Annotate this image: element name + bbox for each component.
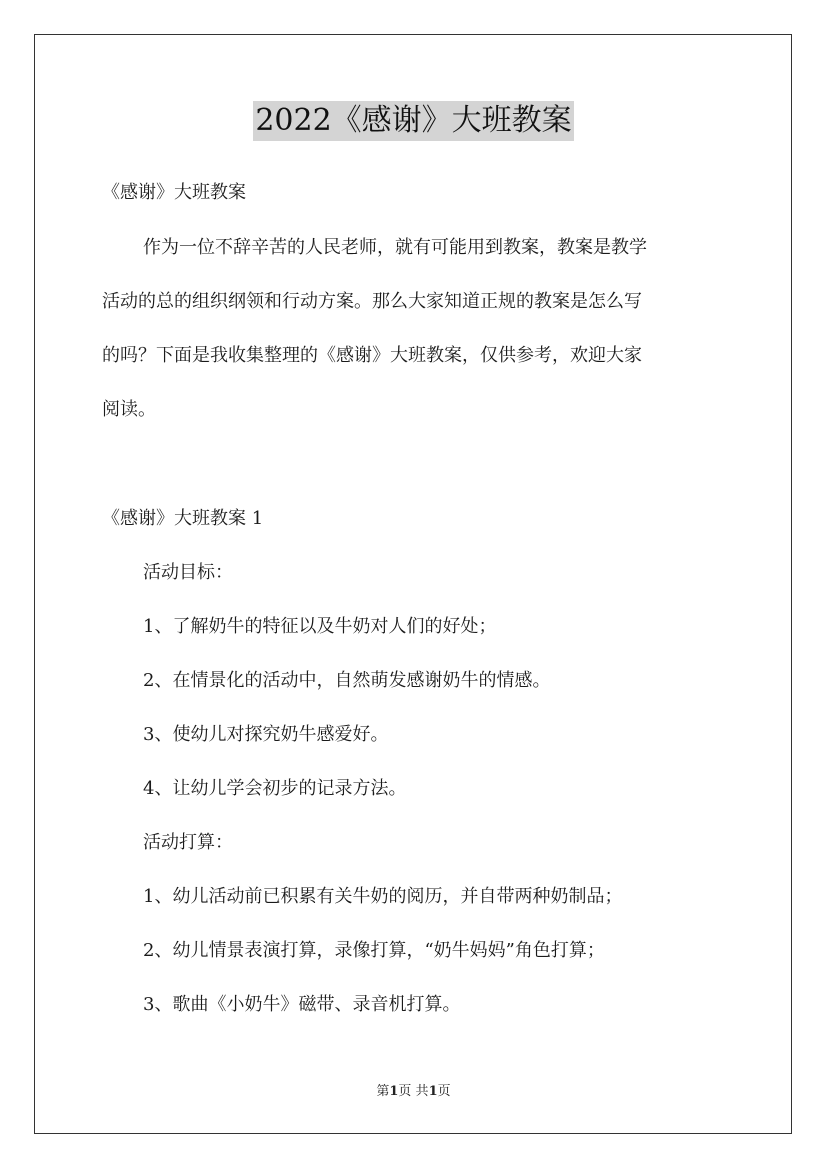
footer-page-suffix: 页 [437,1084,451,1099]
footer-page-number: 1 [389,1084,399,1099]
prep-item-3: 3、歌曲《小奶牛》磁带、录音机打算。 [143,994,461,1015]
goal-item-1: 1、了解奶牛的特征以及牛奶对人们的好处； [143,616,497,637]
document-title-block [0,101,827,141]
footer-page-prefix: 第 [376,1084,390,1099]
footer-total-pages: 1 [428,1084,438,1099]
intro-line-3: 的吗？下面是我收集整理的《感谢》大班教案，仅供参考，欢迎大家 [102,345,642,366]
document-title: 2022《感谢》大班教案 [253,101,573,141]
footer-page-mid: 页 共 [398,1084,429,1099]
intro-line-1: 作为一位不辞辛苦的人民老师，就有可能用到教案，教案是教学 [143,237,647,258]
document-subtitle: 《感谢》大班教案 [102,182,246,203]
goal-item-4: 4、让幼儿学会初步的记录方法。 [143,778,407,799]
goals-heading: 活动目标： [143,562,233,583]
goal-item-2: 2、在情景化的活动中，自然萌发感谢奶牛的情感。 [143,670,551,691]
section-heading: 《感谢》大班教案 1 [102,508,264,529]
prep-heading: 活动打算： [143,832,233,853]
prep-item-1: 1、幼儿活动前已积累有关牛奶的阅历，并自带两种奶制品； [143,886,623,907]
prep-item-2: 2、幼儿情景表演打算，录像打算，“奶牛妈妈”角色打算； [143,940,605,961]
page-footer [0,1083,827,1101]
intro-line-4: 阅读。 [102,399,156,420]
goal-item-3: 3、使幼儿对探究奶牛感爱好。 [143,724,389,745]
intro-line-2: 活动的总的组织纲领和行动方案。那么大家知道正规的教案是怎么写 [102,291,642,312]
